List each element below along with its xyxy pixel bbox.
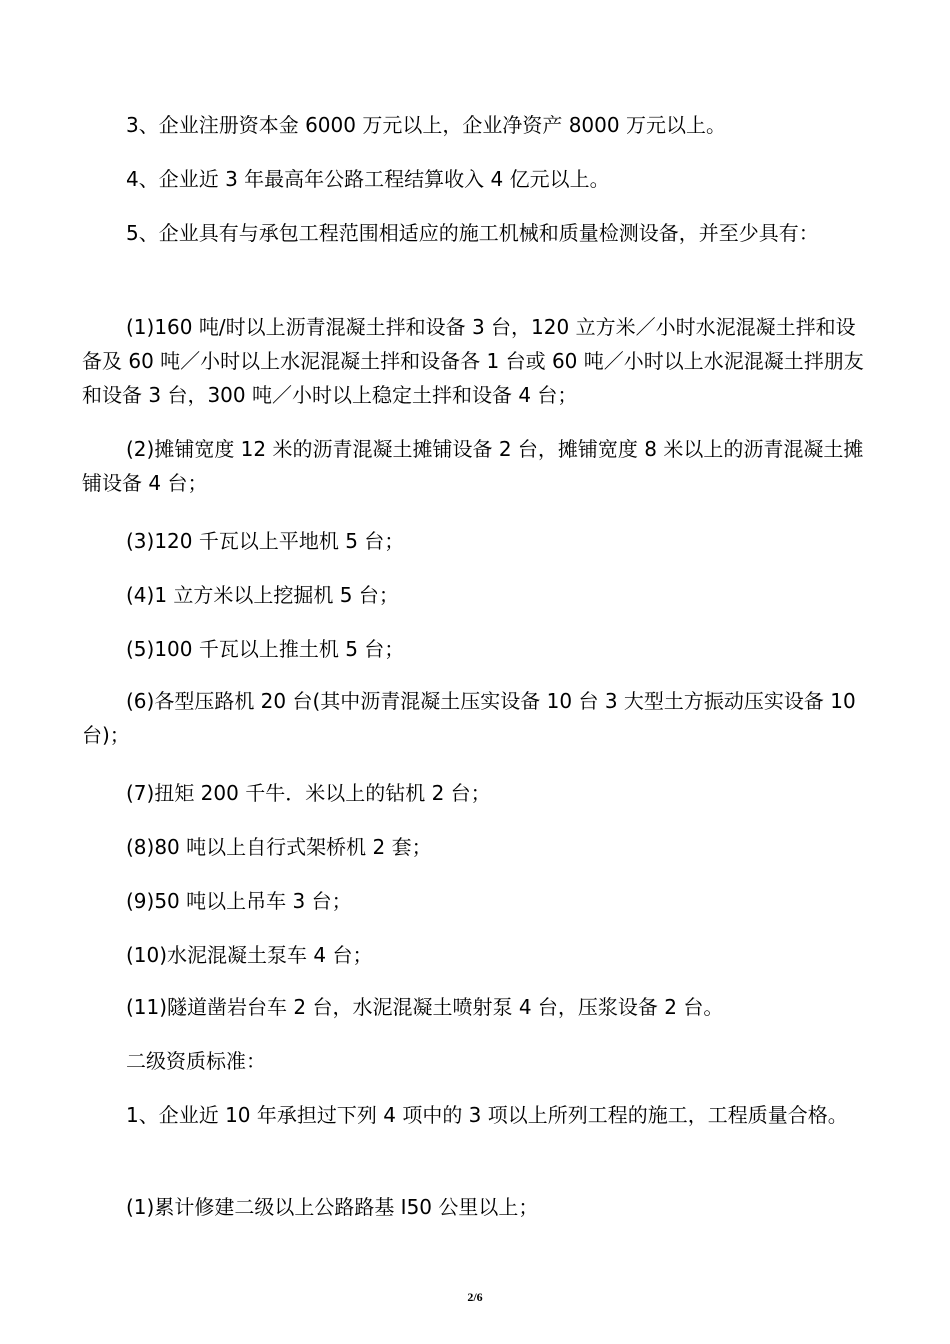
paragraph-item-3-graders: (3)120 千瓦以上平地机 5 台； bbox=[126, 529, 405, 553]
section-heading-grade-two: 二级资质标准： bbox=[126, 1049, 266, 1073]
paragraph-item-11-tunnel-equipment: (11)隧道凿岩台车 2 台，水泥混凝土喷射泵 4 台，压浆设备 2 台。 bbox=[126, 995, 724, 1019]
paragraph-registered-capital: 3、企业注册资本金 6000 万元以上，企业净资产 8000 万元以上。 bbox=[126, 113, 726, 137]
paragraph-item-5-bulldozers: (5)100 千瓦以上推土机 5 台； bbox=[126, 637, 405, 661]
paragraph-item-10-pump-trucks: (10)水泥混凝土泵车 4 台； bbox=[126, 943, 373, 967]
page-number: 2/6 bbox=[467, 1290, 483, 1304]
paragraph-grade-two-item-1: (1)累计修建二级以上公路路基 I50 公里以上； bbox=[126, 1195, 539, 1219]
paragraph-settlement-income: 4、企业近 3 年最高年公路工程结算收入 4 亿元以上。 bbox=[126, 167, 610, 191]
paragraph-item-7-drills: (7)扭矩 200 千牛．米以上的钻机 2 台； bbox=[126, 781, 491, 805]
paragraph-grade-two-experience: 1、企业近 10 年承担过下列 4 项中的 3 项以上所列工程的施工，工程质量合格。 bbox=[126, 1103, 848, 1127]
paragraph-item-1-mixing-equipment: (1)160 吨/时以上沥青混凝土拌和设备 3 台，120 立方米／小时水泥混凝土拌和设备及 60 吨／小时以上水泥混凝土拌和设备各 1 台或 60 吨／小时以上水泥混凝土拌朋友和设备 3 台，300 吨／小时以上稳定土拌和设备 4 台； bbox=[82, 315, 864, 407]
paragraph-equipment-requirement: 5、企业具有与承包工程范围相适应的施工机械和质量检测设备，并至少具有： bbox=[126, 221, 819, 245]
paragraph-item-9-cranes: (9)50 吨以上吊车 3 台； bbox=[126, 889, 352, 913]
paragraph-item-8-bridge-erectors: (8)80 吨以上自行式架桥机 2 套； bbox=[126, 835, 432, 859]
paragraph-item-2-paving-equipment: (2)摊铺宽度 12 米的沥青混凝土摊铺设备 2 台，摊铺宽度 8 米以上的沥青混凝土摊铺设备 4 台； bbox=[82, 437, 864, 495]
paragraph-item-4-excavators: (4)1 立方米以上挖掘机 5 台； bbox=[126, 583, 399, 607]
paragraph-item-6-rollers: (6)各型压路机 20 台(其中沥青混凝土压实设备 10 台 3 大型土方振动压实设备 10 台)； bbox=[82, 689, 856, 747]
